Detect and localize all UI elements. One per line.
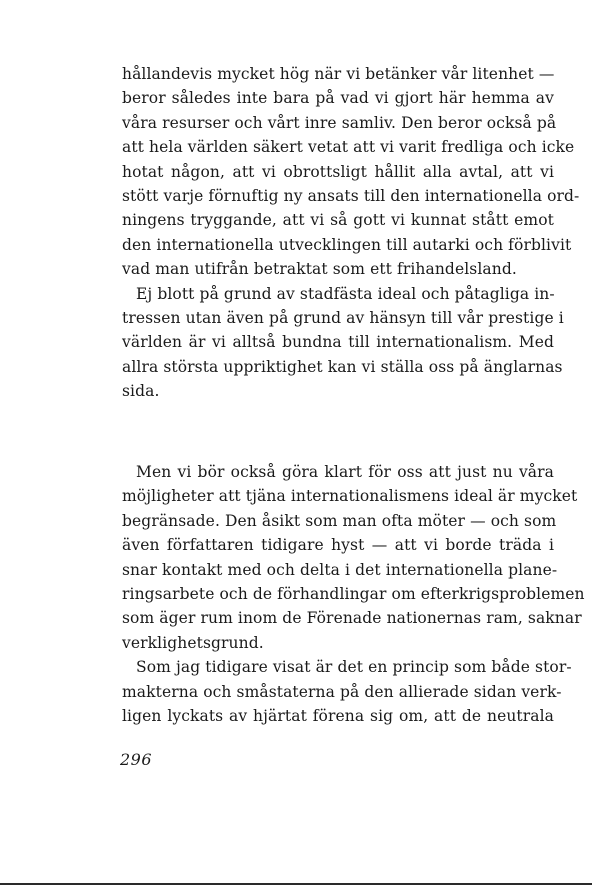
text-line: hotat någon, att vi obrottsligt hållit alla avtal, att vi: [122, 162, 554, 181]
text-line: att hela världen säkert vetat att vi varit fredliga och icke: [122, 138, 575, 157]
text-line: ringsarbete och de förhandlingar om efterkrigsproblemen: [122, 584, 585, 603]
paragraph-start-line: Som jag tidigare visat är det en princip som både stor-: [136, 658, 572, 677]
paragraph-start-line: Ej blott på grund av stadfästa ideal och påtagliga in-: [136, 284, 555, 303]
text-line: vad man utifrån betraktat som ett frihandelsland.: [122, 260, 517, 279]
text-line: stött varje förnuftig ny ansats till den internationella ord-: [122, 186, 580, 205]
text-line: verklighetsgrund.: [122, 633, 264, 652]
text-line: som äger rum inom de Förenade nationernas ram, saknar: [122, 609, 582, 628]
paragraph-start-line: Men vi bör också göra klart för oss att just nu våra: [136, 463, 554, 481]
text-line: möjligheter att tjäna internationalismens ideal är mycket: [122, 487, 578, 506]
text-line: ningens tryggande, att vi så gott vi kunnat stått emot: [122, 211, 554, 230]
text-line: ligen lyckats av hjärtat förena sig om, att de neutrala: [122, 706, 554, 725]
text-line: allra största uppriktighet kan vi ställa oss på änglarnas: [122, 357, 563, 376]
text-line: sida.: [122, 382, 160, 401]
text-section-1: [122, 62, 580, 403]
text-line: begränsade. Den åsikt som man ofta möter — och som: [122, 511, 557, 530]
text-line: hållandevis mycket hög när vi betänker vår litenhet —: [122, 65, 555, 83]
text-line: den internationella utvecklingen till autarki och förblivit: [122, 235, 572, 254]
text-line: makterna och småstaterna på den allierade sidan verk-: [122, 682, 562, 701]
text-line: världen är vi alltså bundna till internationalism. Med: [122, 333, 554, 352]
text-line: våra resurser och vårt inre samliv. Den beror också på: [122, 113, 557, 132]
text-section-2: [122, 460, 585, 728]
text-line: beror således inte bara på vad vi gjort här hemma av: [122, 89, 554, 108]
text-line: tressen utan även på grund av hänsyn till vår prestige i: [122, 308, 564, 327]
page-number: 296: [120, 750, 153, 769]
text-line: även författaren tidigare hyst — att vi borde träda i: [122, 536, 554, 555]
text-line: snar kontakt med och delta i det internationella plane-: [122, 560, 558, 579]
